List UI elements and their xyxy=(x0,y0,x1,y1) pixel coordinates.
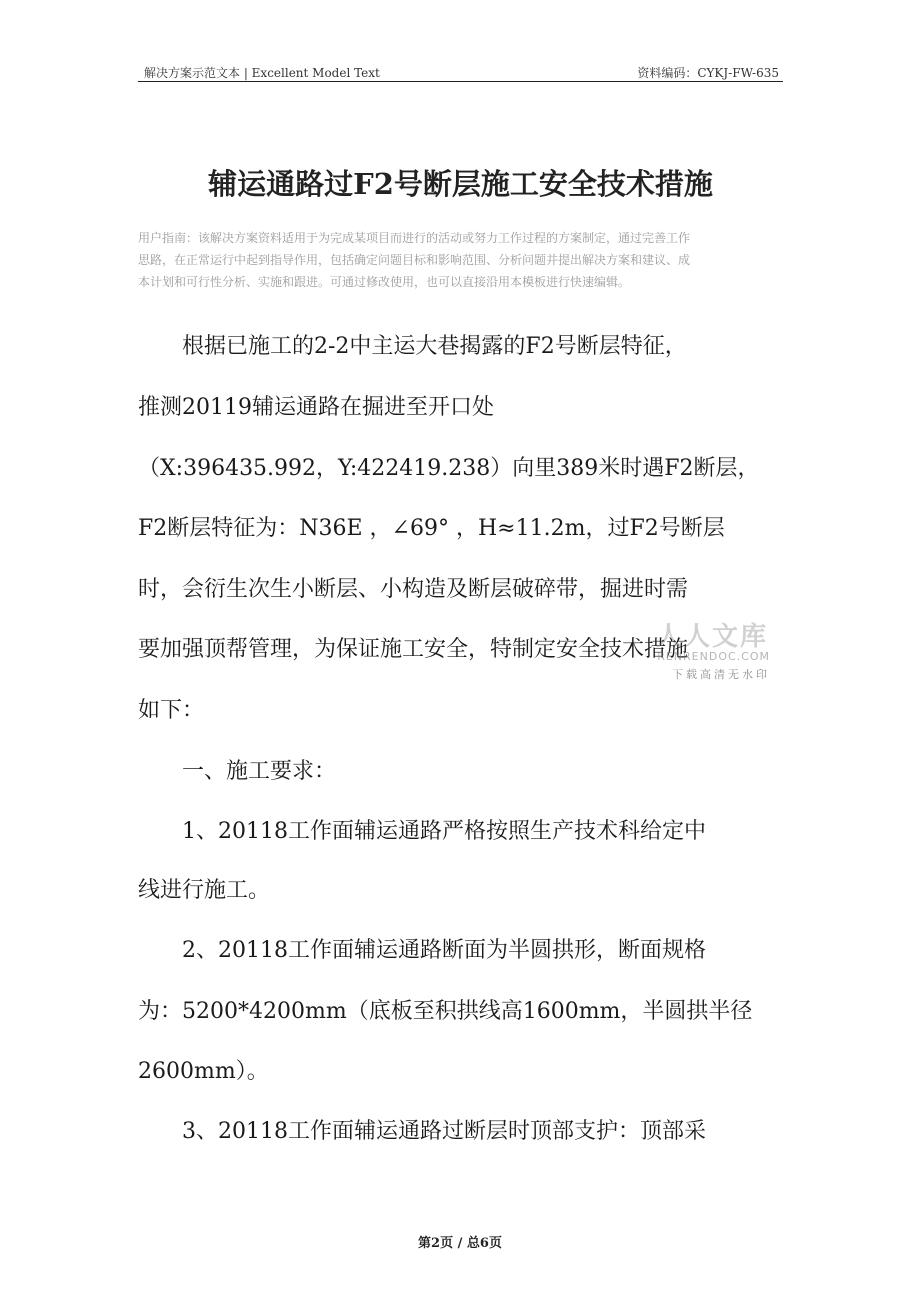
watermark-logo-text: 人人文库 xyxy=(655,622,768,652)
body-line: 如下： xyxy=(138,698,205,723)
header-doc-type: 解决方案示范文本 | Excellent Model Text xyxy=(144,66,380,80)
user-guide-line: 思路，在正常运行中起到指导作用，包括确定问题目标和影响范围、分析问题并提出解决方案和建议、成 xyxy=(138,253,691,267)
page-header xyxy=(138,62,783,82)
body-line: 2、20118工作面辅运通路断面为半圆拱形，断面规格 xyxy=(138,938,706,963)
body-line: F2断层特征为：N36E ，∠69° ，H≈11.2m，过F2号断层 xyxy=(138,516,725,541)
header-doc-code: 资料编码：CYKJ-FW-635 xyxy=(637,66,779,80)
body-line: 推测20119辅运通路在掘进至开口处 xyxy=(138,395,494,420)
body-line: 要加强顶帮管理，为保证施工安全，特制定安全技术措施 xyxy=(138,637,689,662)
page-number: 第2页 / 总6页 xyxy=(418,1236,502,1251)
document-title: 辅运通路过F2号断层施工安全技术措施 xyxy=(208,167,713,201)
body-line: 1、20118工作面辅运通路严格按照生产技术科给定中 xyxy=(138,819,706,844)
header-divider xyxy=(138,81,783,82)
body-line: 为：5200*4200mm（底板至积拱线高1600mm，半圆拱半径 xyxy=(138,999,753,1024)
section-heading: 一、施工要求： xyxy=(138,759,337,784)
watermark-slogan: 下载高清无水印 xyxy=(672,668,770,681)
body-line: 时，会衍生次生小断层、小构造及断层破碎带，掘进时需 xyxy=(138,577,689,602)
body-line: 2600mm）。 xyxy=(138,1059,269,1084)
user-guide-line: 本计划和可行性分析、实施和跟进。可通过修改使用，也可以直接沿用本模板进行快速编辑。 xyxy=(138,275,631,289)
watermark-url: RENRENDOC.COM xyxy=(657,650,770,663)
body-line: （X:396435.992，Y:422419.238）向里389米时遇F2断层， xyxy=(138,456,760,481)
body-line: 根据已施工的2-2中主运大巷揭露的F2号断层特征， xyxy=(138,334,687,359)
body-line: 线进行施工。 xyxy=(138,878,271,903)
user-guide-note xyxy=(138,227,786,293)
body-line: 3、20118工作面辅运通路过断层时顶部支护：顶部采 xyxy=(138,1119,706,1144)
user-guide-line: 用户指南：该解决方案资料适用于为完成某项目而进行的活动或努力工作过程的方案制定，通过完善工作 xyxy=(138,231,691,245)
